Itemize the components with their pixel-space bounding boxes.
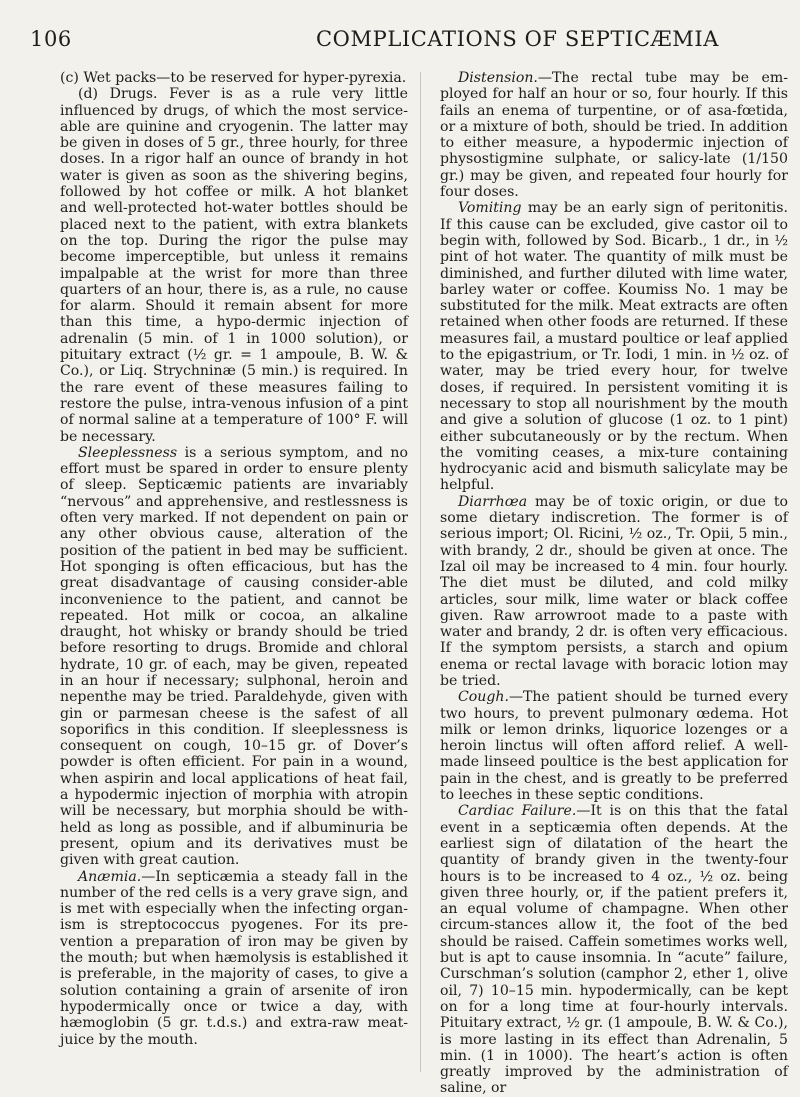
paragraph-text: may be of toxic origin, or due to some dietary indiscretion. The former is of serious import; Ol. Ricini, ½ oz., Tr. Opii, 5 min., with brandy, 2 dr., should be given at once. The Izal oil may be increased to 4 min. four hourly. The diet must be diluted, and cold milky articles, sour milk, lime water or black coffee given. Raw arrowroot made to a paste with water and brandy, 2 dr. is often very efficacious. If the symptom persists, a starch and opium enema or rectal lavage with boracic lotion may be tried. bbox=[440, 493, 788, 689]
page-header bbox=[30, 22, 778, 62]
page-number: 106 bbox=[30, 27, 72, 51]
paragraph-text: is a serious symptom, and no effort must be spared in order to ensure plenty of sleep. Septicæmic patients are invariably “nervous” and apprehensive, and restlessness is often very marked. If not dependent on pain or any other obvious cause, alteration of the position of the patient in bed may be sufficient. Hot sponging is often efficacious, but has the great disadvantage of causing consider-able inconvenience to the patient, and cannot be repeated. Hot milk or cocoa, an alkaline draught, hot whisky or brandy should be tried before resorting to drugs. Bromide and chloral hydrate, 10 gr. of each, may be given, repeated in an hour if necessary; sulphonal, heroin and nepenthe may be tried. Paraldehyde, given with gin or parmesan cheese is the safest of all soporifics in this condition. If sleeplessness is consequent on cough, 10–15 gr. of Dover’s powder is often efficient. For pain in a wound, when aspirin and local applications of heat fail, a hypodermic injection of morphia with atropin will be necessary, but morphia should be with-held as long as possible, and if albuminuria be present, opium and its derivatives must be given with great caution. bbox=[60, 444, 408, 869]
paragraph-cardiac-failure bbox=[440, 803, 788, 1096]
paragraph-lead: Diarrhœa bbox=[458, 493, 528, 510]
paragraph-wet-packs bbox=[60, 70, 408, 86]
paragraph-text: may be an early sign of peritonitis. If this cause can be excluded, give castor oil to begin with, followed by Sod. Bicarb., 1 dr., in ½ pint of hot water. The quantity of milk must be diminished, and further diluted with lime water, barley water or coffee. Koumiss No. 1 may be substituted for the milk. Meat extracts are often retained when other foods are returned. If these measures fail, a mustard poultice or leaf applied to the epigastrium, or Tr. Iodi, 1 min. in ½ oz. of water, may be tried every hour, for twelve doses, if required. In persistent vomiting it is necessary to stop all nourishment by the mouth and give a solution of glucose (1 oz. to 1 pint) either subcutaneously or by the rectum. When the vomiting ceases, a mix-ture containing hydrocyanic acid and bismuth salicylate may be helpful. bbox=[440, 200, 788, 494]
running-title: COMPLICATIONS OF SEPTICÆMIA bbox=[316, 27, 720, 51]
paragraph-text: —The rectal tube may be em-ployed for half an hour or so, four hourly. If this fails an enema of turpentine, or of asa-fœtida, or a mixture of both, should be tried. In addition to either measure, a hypodermic injection of physostigmine sulphate, or salicy-late (1/150 gr.) may be given, and repeated four hourly for four doses. bbox=[440, 70, 788, 201]
paragraph-lead: Anæmia. bbox=[78, 868, 142, 885]
paragraph-lead: Sleeplessness bbox=[78, 444, 178, 461]
paragraph-lead: Vomiting bbox=[458, 200, 522, 217]
paragraph-text: —It is on this that the fatal event in a septicæmia often depends. At the earliest sign of dilatation of the heart the quantity of brandy given in the twenty-four hours is to be increased to 4 oz., ½ oz. being given three hourly, or, if the patient prefers it, an equal volume of champagne. When other circum-stances allow it, the foot of the bed should be raised. Caffein sometimes works well, but is apt to cause insomnia. In “acute” failure, Curschman’s solution (camphor 2, ether 1, olive oil, 7) 10–15 min. hypodermically, can be kept on for a long time at four-hourly intervals. Pituitary extract, ½ gr. (1 ampoule, B. W. & Co.), is more lasting in its effect than Adrenalin, 5 min. (1 in 1000). The heart’s action is often greatly improved by the administration of saline, or bbox=[440, 803, 788, 1097]
paragraph-diarrhoea bbox=[440, 494, 788, 690]
paragraph-distension bbox=[440, 70, 788, 200]
paragraph-text: —In septicæmia a steady fall in the number of the red cells is a very grave sign, and is met with especially when the infecting organ-ism is streptococcus pyogenes. For its pre-vention a preparation of iron may be given by the mouth; but when hæmolysis is established it is preferable, in the majority of cases, to give a solution containing a grain of arsenite of iron hypodermically once or twice a day, with hæmoglobin (5 gr. t.d.s.) and extra-raw meat-juice by the mouth. bbox=[60, 868, 408, 1048]
paragraph-text: —The patient should be turned every two hours, to prevent pulmonary œdema. Hot milk or lemon drinks, liquorice lozenges or a heroin linctus will often afford relief. A well-made linseed poultice is the best application for pain in the chest, and is greatly to be preferred to leeches in these septic conditions. bbox=[440, 689, 788, 804]
paragraph-sleeplessness bbox=[60, 445, 408, 869]
paragraph-drugs bbox=[60, 86, 408, 445]
paragraph-lead: Cough. bbox=[458, 689, 509, 706]
column-divider bbox=[420, 72, 421, 1072]
right-column bbox=[440, 70, 788, 1097]
paragraph-text: (c) Wet packs—to be reserved for hyper-pyrexia. bbox=[60, 70, 407, 86]
paragraph-vomiting bbox=[440, 200, 788, 493]
paragraph-cough bbox=[440, 689, 788, 803]
paragraph-anaemia bbox=[60, 869, 408, 1048]
paragraph-lead: Cardiac Failure. bbox=[458, 803, 577, 820]
left-column bbox=[60, 70, 408, 1048]
paragraph-text: (d) Drugs. Fever is as a rule very little influenced by drugs, of which the most service-able are quinine and cryogenin. The latter may be given in doses of 5 gr., three hourly, for three doses. In a rigor half an ounce of brandy in hot water is given as soon as the shivering begins, followed by hot coffee or milk. A hot blanket and well-protected hot-water bottles should be placed next to the patient, with extra blankets on the top. During the rigor the pulse may become imperceptible, but unless it remains impalpable at the wrist for more than three quarters of an hour, there is, as a rule, no cause for alarm. Should it remain absent for more than this time, a hypo-dermic injection of adrenalin (5 min. of 1 in 1000 solution), or pituitary extract (½ gr. = 1 ampoule, B. W. & Co.), or Liq. Strychninæ (5 min.) is required. In the rare event of these measures failing to restore the pulse, intra-venous infusion of a pint of normal saline at a temperature of 100° F. will be necessary. bbox=[60, 86, 408, 445]
paragraph-lead: Distension. bbox=[458, 70, 538, 86]
